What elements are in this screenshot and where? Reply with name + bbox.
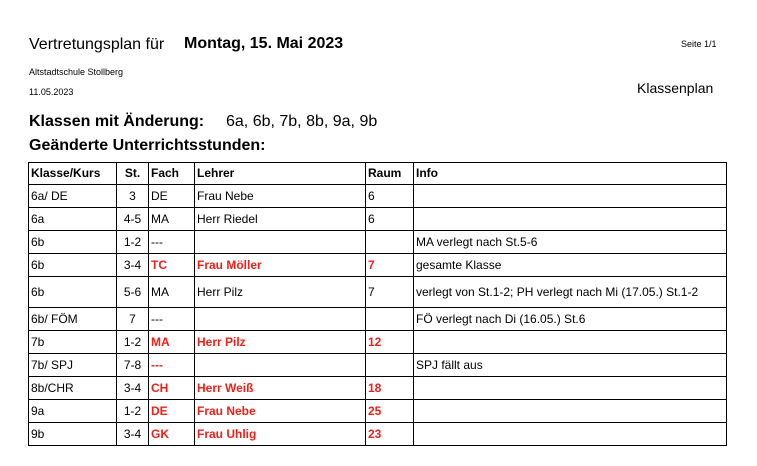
print-date: 11.05.2023 <box>29 87 74 97</box>
cell-raum <box>366 354 414 377</box>
cell-lehrer: Herr Pilz <box>195 277 366 308</box>
cell-raum: 6 <box>366 208 414 231</box>
cell-stunde: 4-5 <box>117 208 149 231</box>
cell-stunde: 3-4 <box>117 254 149 277</box>
cell-klasse: 6a/ DE <box>29 185 117 208</box>
cell-raum <box>366 308 414 331</box>
cell-stunde: 1-2 <box>117 231 149 254</box>
cell-fach: --- <box>149 308 195 331</box>
table-header-row <box>29 163 727 185</box>
cell-raum: 18 <box>366 377 414 400</box>
cell-stunde: 1-2 <box>117 400 149 423</box>
column-header-lehrer: Lehrer <box>195 163 366 185</box>
cell-info <box>414 185 727 208</box>
table-row <box>29 377 727 400</box>
cell-info: SPJ fällt aus <box>414 354 727 377</box>
cell-klasse: 8b/CHR <box>29 377 117 400</box>
table-row <box>29 277 727 308</box>
substitution-table <box>28 162 727 446</box>
classes-with-changes-label: Klassen mit Änderung: <box>29 113 205 130</box>
cell-stunde: 7 <box>117 308 149 331</box>
cell-lehrer: Frau Nebe <box>195 400 366 423</box>
cell-fach: MA <box>149 277 195 308</box>
cell-klasse: 9a <box>29 400 117 423</box>
school-name: Altstadtschule Stollberg <box>29 67 124 77</box>
table-row <box>29 231 727 254</box>
cell-klasse: 6b <box>29 254 117 277</box>
cell-klasse: 7b <box>29 331 117 354</box>
cell-raum: 25 <box>366 400 414 423</box>
cell-klasse: 9b <box>29 423 117 446</box>
column-header-info: Info <box>414 163 727 185</box>
cell-info <box>414 377 727 400</box>
cell-fach: TC <box>149 254 195 277</box>
cell-info: FÖ verlegt nach Di (16.05.) St.6 <box>414 308 727 331</box>
cell-lehrer <box>195 354 366 377</box>
cell-fach: GK <box>149 423 195 446</box>
cell-stunde: 3-4 <box>117 377 149 400</box>
cell-klasse: 7b/ SPJ <box>29 354 117 377</box>
table-row <box>29 354 727 377</box>
cell-stunde: 3-4 <box>117 423 149 446</box>
cell-fach: --- <box>149 231 195 254</box>
cell-raum: 23 <box>366 423 414 446</box>
table-row <box>29 185 727 208</box>
cell-info: gesamte Klasse <box>414 254 727 277</box>
cell-raum: 6 <box>366 185 414 208</box>
table-row <box>29 308 727 331</box>
cell-lehrer: Frau Uhlig <box>195 423 366 446</box>
cell-stunde: 5-6 <box>117 277 149 308</box>
title-prefix: Vertretungsplan für <box>29 36 165 53</box>
table-row <box>29 208 727 231</box>
cell-info: MA verlegt nach St.5-6 <box>414 231 727 254</box>
cell-info <box>414 331 727 354</box>
cell-raum: 7 <box>366 277 414 308</box>
cell-lehrer <box>195 308 366 331</box>
classes-with-changes-value: 6a, 6b, 7b, 8b, 9a, 9b <box>226 113 378 130</box>
cell-lehrer: Frau Möller <box>195 254 366 277</box>
column-header-fach: Fach <box>149 163 195 185</box>
cell-fach: MA <box>149 331 195 354</box>
column-header-raum: Raum <box>366 163 414 185</box>
cell-klasse: 6b <box>29 231 117 254</box>
cell-lehrer: Herr Riedel <box>195 208 366 231</box>
cell-stunde: 3 <box>117 185 149 208</box>
table-row <box>29 331 727 354</box>
cell-fach: CH <box>149 377 195 400</box>
cell-raum: 7 <box>366 254 414 277</box>
cell-fach: MA <box>149 208 195 231</box>
cell-fach: DE <box>149 185 195 208</box>
cell-info: verlegt von St.1-2; PH verlegt nach Mi (17.05.) St.1-2 <box>414 277 727 308</box>
cell-stunde: 7-8 <box>117 354 149 377</box>
table-row <box>29 254 727 277</box>
changed-lessons-label: Geänderte Unterrichtsstunden: <box>29 137 266 154</box>
cell-lehrer: Herr Weiß <box>195 377 366 400</box>
column-header-stunde: St. <box>117 163 149 185</box>
cell-lehrer: Herr Pilz <box>195 331 366 354</box>
cell-info <box>414 208 727 231</box>
cell-fach: --- <box>149 354 195 377</box>
cell-raum <box>366 231 414 254</box>
plan-type: Klassenplan <box>637 80 714 96</box>
cell-stunde: 1-2 <box>117 331 149 354</box>
cell-info <box>414 423 727 446</box>
title-date: Montag, 15. Mai 2023 <box>184 35 344 52</box>
cell-fach: DE <box>149 400 195 423</box>
cell-klasse: 6b <box>29 277 117 308</box>
table-row <box>29 400 727 423</box>
cell-lehrer: Frau Nebe <box>195 185 366 208</box>
cell-info <box>414 400 727 423</box>
cell-klasse: 6a <box>29 208 117 231</box>
table-body <box>29 185 727 446</box>
table-row <box>29 423 727 446</box>
cell-klasse: 6b/ FÖM <box>29 308 117 331</box>
cell-lehrer <box>195 231 366 254</box>
column-header-klasse: Klasse/Kurs <box>29 163 117 185</box>
page-number: Seite 1/1 <box>681 39 717 49</box>
cell-raum: 12 <box>366 331 414 354</box>
